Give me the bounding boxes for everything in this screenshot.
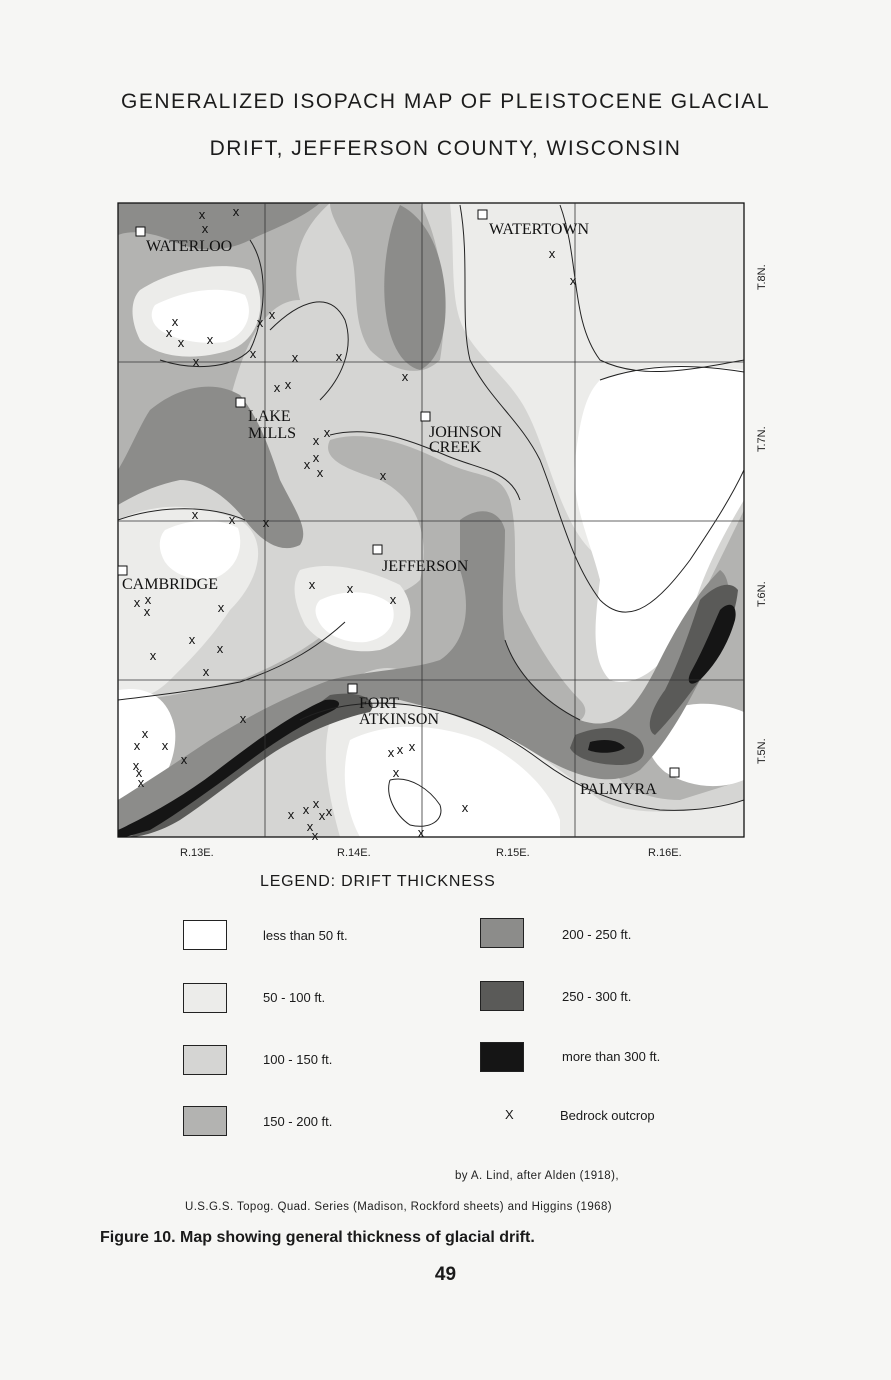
bedrock-outcrop-mark: x [249, 346, 257, 361]
bedrock-outcrop-mark: x [141, 726, 149, 741]
bedrock-outcrop-mark: x [379, 468, 387, 483]
town-marker-palmyra [670, 768, 679, 777]
town-marker-cambridge [118, 566, 127, 575]
bedrock-outcrop-mark: x [180, 752, 188, 767]
range-label-r15e: R.15E. [496, 847, 530, 859]
thickness-zones [118, 203, 744, 837]
bedrock-outcrop-mark: x [548, 246, 556, 261]
bedrock-outcrop-mark: x [323, 425, 331, 440]
place-label-jefferson: JEFFERSON [382, 558, 469, 575]
bedrock-outcrop-mark: x [228, 512, 236, 527]
bedrock-outcrop-mark: x [165, 325, 173, 340]
bedrock-outcrop-mark: x [135, 765, 143, 780]
bedrock-outcrop-mark: x [312, 450, 320, 465]
legend-swatch-150-200 [183, 1106, 227, 1136]
credit-line-2: U.S.G.S. Topog. Quad. Series (Madison, Rockford sheets) and Higgins (1968) [185, 1201, 612, 1213]
range-label-r16e: R.16E. [648, 847, 682, 859]
place-label-fort: FORT [359, 695, 399, 712]
bedrock-outcrop-mark: x [389, 592, 397, 607]
bedrock-outcrop-mark: x [192, 354, 200, 369]
bedrock-outcrop-mark: x [201, 221, 209, 236]
bedrock-outcrop-mark: x [239, 711, 247, 726]
town-marker-fort-atkinson [348, 684, 357, 693]
bedrock-outcrop-mark: x [291, 350, 299, 365]
bedrock-outcrop-mark: x [198, 207, 206, 222]
place-label-johnson: JOHNSON [429, 424, 502, 441]
legend-swatch-50-100 [183, 983, 227, 1013]
bedrock-outcrop-mark: x [408, 739, 416, 754]
legend-swatch-200-250 [480, 918, 524, 948]
bedrock-outcrop-mark: x [191, 507, 199, 522]
legend-label-over-300: more than 300 ft. [562, 1049, 661, 1064]
bedrock-outcrop-mark: x [177, 335, 185, 350]
bedrock-outcrop-mark: x [346, 581, 354, 596]
township-label-t8n: T.8N. [756, 264, 768, 290]
bedrock-outcrop-mark: x [273, 380, 281, 395]
town-marker-watertown [478, 210, 487, 219]
range-label-r13e: R.13E. [180, 847, 214, 859]
bedrock-outcrop-mark: x [133, 595, 141, 610]
township-label-t7n: T.7N. [756, 426, 768, 452]
bedrock-outcrop-mark: x [396, 742, 404, 757]
place-label-palmyra: PALMYRA [580, 781, 657, 798]
bedrock-outcrop-mark: x [268, 307, 276, 322]
bedrock-outcrop-mark: x [312, 433, 320, 448]
legend-swatch-over-300 [480, 1042, 524, 1072]
bedrock-outcrop-mark: x [171, 314, 179, 329]
bedrock-outcrop-mark: x [132, 758, 140, 773]
legend-label-150-200: 150 - 200 ft. [263, 1114, 333, 1129]
bedrock-outcrop-mark: x [216, 641, 224, 656]
bedrock-outcrop-mark: x [217, 600, 225, 615]
place-label-atkinson: ATKINSON [359, 711, 439, 728]
bedrock-outcrop-mark: x [569, 273, 577, 288]
bedrock-outcrop-mark: x [401, 369, 409, 384]
bedrock-outcrop-mark: x [392, 765, 400, 780]
bedrock-outcrop-mark: x [318, 808, 326, 823]
bedrock-outcrop-mark: x [306, 819, 314, 834]
bedrock-outcrop-mark: x [137, 775, 145, 790]
bedrock-outcrop-mark: x [143, 604, 151, 619]
bedrock-outcrop-mark: x [256, 315, 264, 330]
legend-label-under-50: less than 50 ft. [263, 928, 348, 943]
bedrock-outcrop-mark: x [308, 577, 316, 592]
legend-label-200-250: 200 - 250 ft. [562, 927, 632, 942]
town-marker-waterloo [136, 227, 145, 236]
bedrock-outcrop-mark: x [387, 745, 395, 760]
bedrock-outcrop-mark: x [232, 204, 240, 219]
bedrock-outcrop-mark: x [461, 800, 469, 815]
bedrock-outcrop-mark: x [206, 332, 214, 347]
bedrock-outcrop-mark: x [316, 465, 324, 480]
figure-caption: Figure 10. Map showing general thickness of glacial drift. [100, 1229, 535, 1246]
legend-swatch-100-150 [183, 1045, 227, 1075]
credit-line-1: by A. Lind, after Alden (1918), [455, 1170, 619, 1182]
legend-outcrop-symbol: X [505, 1107, 514, 1122]
bedrock-outcrop-mark: x [312, 796, 320, 811]
bedrock-outcrop-mark: x [188, 632, 196, 647]
bedrock-outcrop-mark: x [287, 807, 295, 822]
place-label-cambridge: CAMBRIDGE [122, 576, 219, 593]
place-label-lake: LAKE [248, 408, 291, 425]
place-label-waterloo: WATERLOO [146, 238, 233, 255]
map-title-line-2: DRIFT, JEFFERSON COUNTY, WISCONSIN [209, 137, 682, 160]
place-label-watertown: WATERTOWN [489, 221, 590, 238]
bedrock-outcrop-mark: x [149, 648, 157, 663]
town-marker-lake-mills [236, 398, 245, 407]
legend-label-50-100: 50 - 100 ft. [263, 990, 326, 1005]
map-title-line-1: GENERALIZED ISOPACH MAP OF PLEISTOCENE GLACIAL [121, 90, 770, 113]
bedrock-outcrop-mark: x [262, 515, 270, 530]
legend-label-outcrop: Bedrock outcrop [560, 1108, 655, 1123]
town-marker-jefferson [373, 545, 382, 554]
legend-label-100-150: 100 - 150 ft. [263, 1052, 333, 1067]
bedrock-outcrop-mark: x [335, 349, 343, 364]
bedrock-outcrop-mark: x [325, 804, 333, 819]
legend-label-250-300: 250 - 300 ft. [562, 989, 632, 1004]
bedrock-outcrop-mark: x [311, 828, 319, 843]
bedrock-outcrop-mark: x [161, 738, 169, 753]
legend-title: LEGEND: DRIFT THICKNESS [260, 873, 496, 890]
town-marker-johnson-creek [421, 412, 430, 421]
legend-swatch-under-50 [183, 920, 227, 950]
page-number: 49 [434, 1264, 457, 1285]
place-label-creek: CREEK [429, 439, 482, 456]
place-label-mills: MILLS [248, 425, 296, 442]
township-label-t5n: T.5N. [756, 738, 768, 764]
bedrock-outcrop-mark: x [417, 825, 425, 840]
bedrock-outcrop-mark: x [133, 738, 141, 753]
bedrock-outcrop-mark: x [303, 457, 311, 472]
bedrock-outcrop-mark: x [284, 377, 292, 392]
township-label-t6n: T.6N. [756, 581, 768, 607]
bedrock-outcrop-mark: x [302, 802, 310, 817]
range-label-r14e: R.14E. [337, 847, 371, 859]
bedrock-outcrop-mark: x [202, 664, 210, 679]
bedrock-outcrop-mark: x [144, 592, 152, 607]
legend-swatch-250-300 [480, 981, 524, 1011]
